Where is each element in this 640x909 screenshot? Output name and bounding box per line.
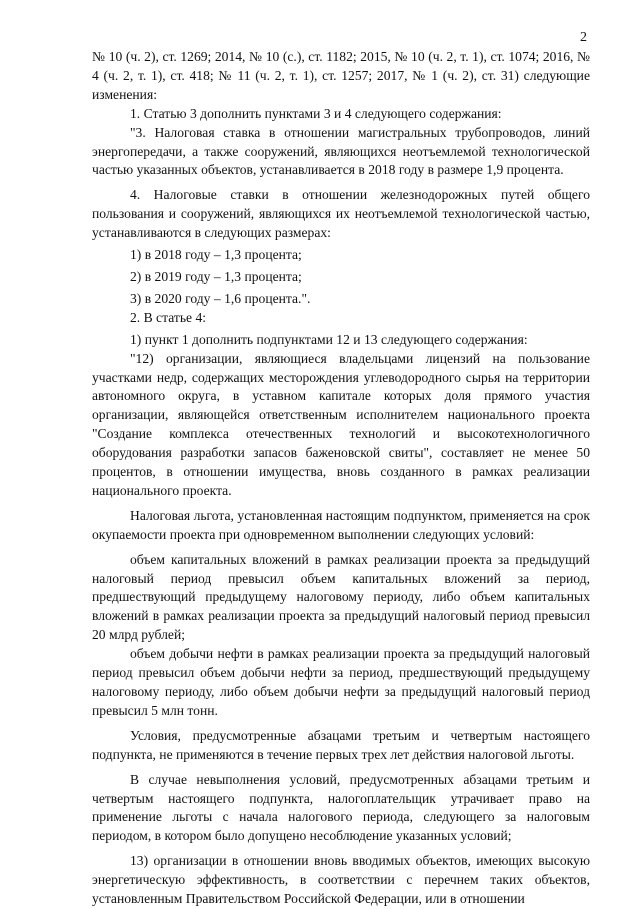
list-item-2020: 3) в 2020 году – 1,6 процента.".: [130, 290, 311, 306]
paragraph-rate-3: "3. Налоговая ставка в отношении магистральных трубопроводов, линий энергопередачи, а также сооружений, являющихся неотъемлемой технологической частью указанных объектов, устанавливается в 2018 году в размере 1,9 процента.: [92, 124, 590, 178]
paragraph-tax-benefit: Налоговая льгота, установленная настоящим подпунктом, применяется на срок окупаемости проекта при одновременном выполнении следующих условий:: [92, 507, 590, 542]
paragraph-intro: № 10 (ч. 2), ст. 1269; 2014, № 10 (с.), ст. 1182; 2015, № 10 (ч. 2, т. 1), ст. 1074; 2016, № 4 (ч. 2, т. 1), ст. 418; № 11 (ч. 2, т. 1), ст. 1257; 2017, № 1 (ч. 2), ст. 31) следующие изменения:: [92, 49, 590, 102]
paragraph-article-4: 2. В статье 4:: [130, 309, 207, 325]
paragraph-condition-oil: объем добычи нефти в рамках реализации проекта за предыдущий налоговый период превысил объем добычи нефти за период, предшествующий предыдущему налоговому периоду, либо объем добычи нефти за предыдущий налоговый период превысил 5 млн тонн.: [92, 646, 590, 718]
paragraph-point-1: 1) пункт 1 дополнить подпунктами 12 и 13 следующего содержания:: [130, 331, 528, 347]
paragraph-rate-4: 4. Налоговые ставки в отношении железнодорожных путей общего пользования и сооружений, являющихся их неотъемлемой технологической частью, устанавливаются в следующих размерах:: [92, 187, 590, 241]
list-item-2018: 1) в 2018 году – 1,3 процента;: [130, 247, 302, 263]
list-item-2019: 2) в 2019 году – 1,3 процента;: [130, 268, 302, 284]
paragraph-article-3: 1. Статью 3 дополнить пунктами 3 и 4 следующего содержания:: [130, 105, 502, 121]
paragraph-condition-capex: объем капитальных вложений в рамках реализации проекта за предыдущий налоговый период превысил объем капитальных вложений за период, предшествующий предыдущему налоговому периоду, либо объем капитальных вложений в рамках реализации проекта за предыдущий налоговый период превысил 20 млрд рублей;: [92, 551, 590, 643]
paragraph-conditions-exemption: Условия, предусмотренные абзацами третьим и четвертым настоящего подпункта, не применяются в течение первых трех лет действия налоговой льготы.: [92, 727, 590, 762]
document-body: [92, 48, 590, 909]
paragraph-noncompliance: В случае невыполнения условий, предусмотренных абзацами третьим и четвертым настоящего подпункта, налогоплательщик утрачивает право на применение льготы с начала налогового периода, следующего за налоговым периодом, в котором было допущено несоблюдение указанных условий;: [92, 771, 590, 844]
paragraph-subpoint-12: "12) организации, являющиеся владельцами лицензий на пользование участками недр, содержащих месторождения углеводородного сырья на территории автономного округа, в уставном капитале которых доля прямого участия организации, являющейся ответственным исполнителем национального проекта "Создание комплекса отечественных технологий и высокотехнологичного оборудования разработки запасов баженовской свиты", составляет не менее 50 процентов, в отношении имущества, вновь созданного в рамках реализации национального проекта.: [92, 350, 590, 498]
paragraph-subpoint-13: 13) организации в отношении вновь вводимых объектов, имеющих высокую энергетическую эффективность, в соответствии с перечнем таких объектов, установленным Правительством Российской Федерации, или в отношении: [92, 853, 590, 907]
page-number: 2: [580, 30, 587, 45]
